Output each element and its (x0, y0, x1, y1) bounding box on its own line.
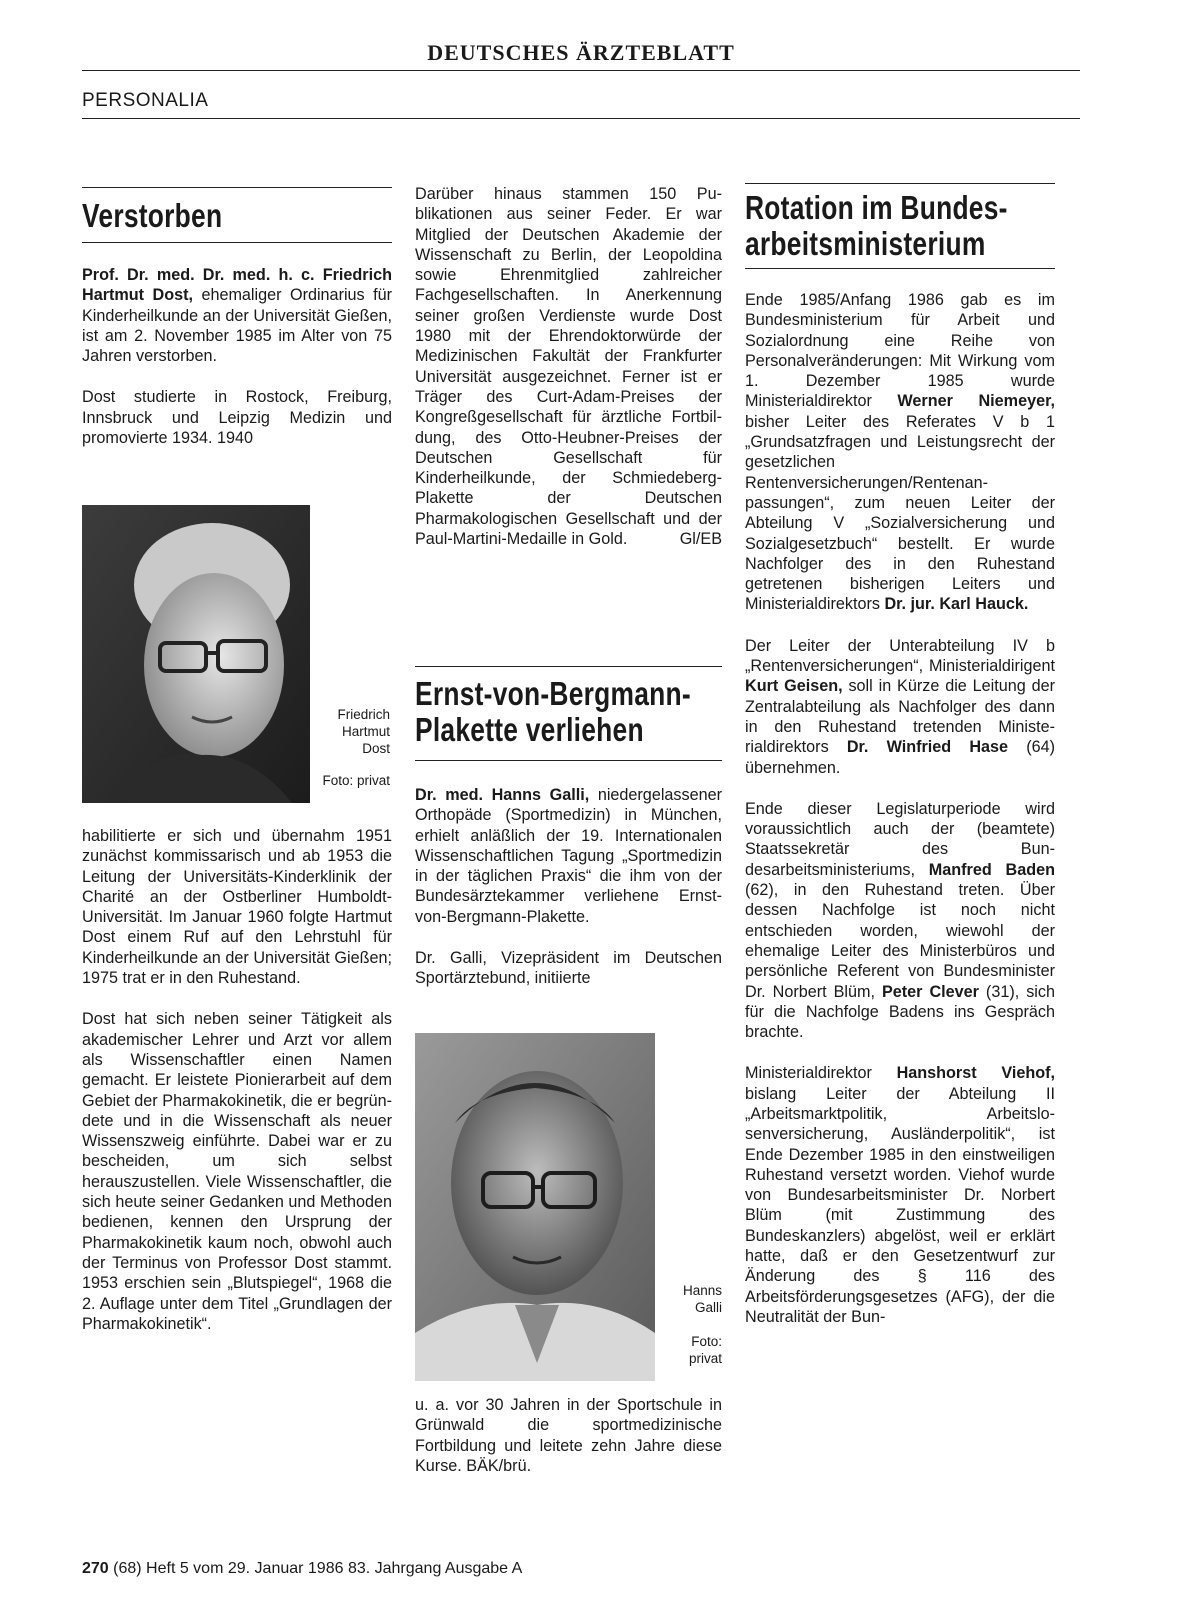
paragraph: Dost studierte in Rostock, Freiburg, Innsbruck und Leipzig Medizin und promovierte 1934. 1940 (82, 388, 392, 448)
col1-text-bottom (82, 826, 392, 1355)
col2-text-top (415, 184, 722, 549)
paragraph: Dr. Galli, Vizepräsident im Deutschen Sportärztebund, initiierte (415, 949, 722, 988)
col3-text (745, 290, 1055, 1348)
col1-head-rule (82, 242, 392, 243)
section-rule (82, 118, 1080, 119)
photo-caption-name: Friedrich Hartmut Dost (337, 707, 390, 756)
headline-rotation: Rotation im Bundes- arbeitsministerium (745, 189, 1008, 262)
section-label: PERSONALIA (82, 90, 209, 111)
col3-top-rule (745, 183, 1055, 184)
paragraph: habilitierte er sich und übernahm 1951 zunächst kommissarisch und ab 1953 die Leitung der Universitäts-Kinderklinik der Charité an der Ostberliner Humboldt-Universität. Im Januar 1960 folgte Hartmut Dost einem Ruf auf den Lehrstuhl für Kinderheilkunde an der Universität Gießen; 1975 trat er in den Ruhestand. (82, 827, 392, 988)
page-footer: 270 (68) Heft 5 vom 29. Januar 1986 83. Jahrgang Ausgabe A (82, 1560, 523, 1577)
paragraph: Prof. Dr. med. Dr. med. h. c. Friedrich Hartmut Dost, ehemaliger Ordinarius für Kinderheilkunde an der Universität Gießen, ist am 2. November 1985 im Alter von 75 Jahren verstorben. (82, 266, 392, 366)
masthead-rule (82, 70, 1080, 71)
col2-section-rule (415, 666, 722, 667)
author-sign: Gl/EB (679, 530, 722, 549)
photo-caption-credit: Foto: privat (688, 1334, 722, 1366)
masthead: DEUTSCHES ÄRZTEBLATT (427, 40, 735, 65)
paragraph: Ende dieser Legislaturperiode wird voraussichtlich auch der (beamtete) Staatssekretär des Bundesarbeitsministeriums, Manfred Baden (62), in den Ruhestand treten. Über dessen Nachfolge ist noch nicht entschieden worden, wiewohl der ehemalige Leiter des Ministerbüros und persönliche Referent von Bundesminister Dr. Norbert Blüm, Peter Clever (31), sich für die Nachfolge Badens ins Gespräch brachte. (745, 799, 1055, 1042)
col2-text-mid (415, 785, 722, 1010)
paragraph: Ministerialdirektor Hanshorst Viehof, bislang Leiter der Abteilung II „Arbeitsmarktpolitik, Arbeitslosenversicherung, Ausländerpolitik“, ist Ende Dezember 1985 in den einstweiligen Ruhestand versetzt worden. Viehof wurde von Bundesarbeitsminister Dr. Norbert Blüm (mit Zustimmung des Bundeskanzlers) abgelöst, weil er erklärt hatte, daß er den Gesetzentwurf zur Änderung des § 116 des Arbeitsförderungsgesetzes (AFG), der die Neutralität der Bun- (745, 1064, 1055, 1326)
photo-caption-name: Hanns Galli (682, 1283, 722, 1315)
paragraph: Der Leiter der Unterabteilung IV b „Rentenversicherungen“, Ministerialdirigent Kurt Geisen, soll in Kürze die Leitung der Zentralabteilung als Nachfolger des dann in den Ruhestand tretenden Ministerialdirektors Dr. Winfried Hase (64) übernehmen. (745, 636, 1056, 777)
paragraph: u. a. vor 30 Jahren in der Sportschule in Grünwald die sportmedizinische Fortbildung und leitete zehn Jahre diese Kurse. BÄK/brü. (415, 1396, 722, 1475)
portrait-photo-dost (82, 505, 310, 803)
photo-caption-credit: Foto: privat (322, 773, 390, 788)
headline-verstorben: Verstorben (82, 197, 223, 234)
paragraph: Darüber hinaus stammen 150 Publikationen aus seiner Feder. Er war Mitglied der Deutschen Akademie der Wissenschaft zu Berlin, der Leopoldina sowie Ehrenmitglied zahlreicher Fachgesellschaften. In Anerkennung seiner großen Verdienste wurde Dost 1980 mit der Ehrendoktorwürde der Medizinischen Fakultät der Frankfurter Universität ausgezeichnet. Ferner ist er Träger des Curt-Adam-Preises der Kongreßgesellschaft für ärztliche Fortbildung, des Otto-Heubner-Preises der Deutschen Gesellschaft für Kinderheilkunde, der Schmiedeberg-Plakette der Deutschen Pharmakologischen Gesellschaft und der Paul-Martini-Medaille in Gold. (415, 185, 722, 549)
headline-bergmann: Ernst-von-Bergmann- Plakette verliehen (415, 675, 691, 748)
col1-text-top (82, 265, 392, 469)
portrait-photo-galli (415, 1033, 655, 1381)
col3-head-rule (745, 268, 1055, 269)
paragraph: Dost hat sich neben seiner Tätigkeit als akademischer Lehrer und Arzt vor allem als Wissenschaftler einen Namen gemacht. Er leistete Pionierarbeit auf dem Gebiet der Pharmakokinetik, die er begründete und in die Wissenschaft als neuer Wissenszweig einführte. Dabei war er zu bescheiden, um sich selbst herauszustellen. Viele Wissenschaftler, die sich heute seiner Gedanken und Methoden bedienen, kennen den Ursprung der Pharmakokinetik kaum noch, obwohl auch der Terminus von Professor Dost stammt. 1953 erschien sein „Blutspiegel“, 1968 die 2. Auflage unter dem Titel „Grundlagen der Pharmakokinetik“. (82, 1010, 392, 1333)
paragraph: Dr. med. Hanns Galli, niedergelassener Orthopäde (Sportmedizin) in München, erhielt anläßlich der 19. Internationalen Wissenschaftlichen Tagung „Sportmedizin in der täglichen Praxis“ die ihm von der Bundesärztekammer verliehene Ernst-von-Bergmann-Plakette. (415, 786, 723, 926)
col2-head-rule (415, 760, 722, 761)
col2-text-bottom (415, 1395, 722, 1497)
col1-top-rule (82, 187, 392, 188)
paragraph: Ende 1985/Anfang 1986 gab es im Bundesministerium für Arbeit und Sozialordnung eine Reihe von Personalveränderungen: Mit Wirkung vom 1. Dezember 1985 wurde Ministerialdirektor Werner Niemeyer, bisher Leiter des Referates V b 1 „Grundsatzfragen und Leistungsrecht der gesetzlichen Rentenversicherungen/Rentenanpassungen“, zum neuen Leiter der Abteilung V „Sozialversicherung und Sozialgesetzbuch“ bestellt. Er wurde Nachfolger des in den Ruhestand getretenen bisherigen Leiters und Ministerialdirektors Dr. jur. Karl Hauck. (745, 291, 1055, 614)
